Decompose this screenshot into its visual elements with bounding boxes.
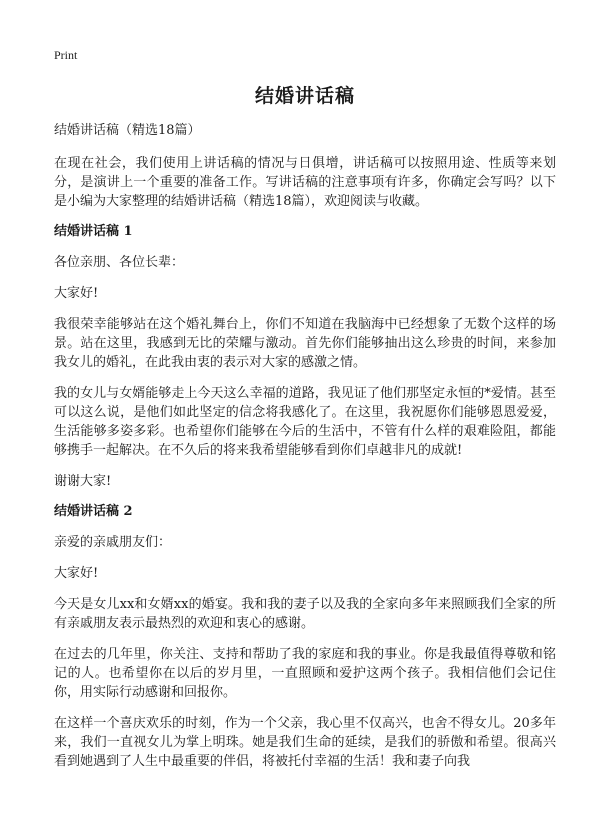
section-2-paragraph: 在这样一个喜庆欢乐的时刻，作为一个父亲，我心里不仅高兴，也舍不得女儿。20多年来，我们一直视女儿为掌上明珠。她是我们生命的延续，是我们的骄傲和希望。很高兴看到她遇到了人生中最重要的伴侣，将被托付幸福的生活！我和妻子向我: [54, 716, 556, 769]
section-2-paragraph: 在过去的几年里，你关注、支持和帮助了我的家庭和我的事业。你是我最值得尊敬和铭记的人。也希望你在以后的岁月里，一直照顾和爱护这两个孩子。我相信他们会记住你，用实际行动感谢和回报你。: [54, 647, 556, 700]
section-1-paragraph: 我很荣幸能够站在这个婚礼舞台上，你们不知道在我脑海中已经想象了无数个这样的场景。站在这里，我感到无比的荣耀与激动。首先你们能够抽出这么珍贵的时间，来参加我女儿的婚礼，在此我由衷的表示对大家的感激之情。: [54, 317, 556, 370]
document-subtitle: 结婚讲话稿（精选18篇）: [54, 123, 201, 138]
section-2-salutation: 亲爱的亲戚朋友们：: [54, 535, 172, 550]
section-1-greeting: 大家好!: [54, 286, 99, 301]
section-heading-1: 结婚讲话稿 1: [54, 224, 133, 239]
section-1-closing: 谢谢大家!: [54, 474, 112, 489]
page-title: 结婚讲话稿: [254, 85, 355, 107]
section-1-paragraph: 我的女儿与女婿能够走上今天这么幸福的道路，我见证了他们那坚定永恒的*爱情。甚至可以这么说，是他们如此坚定的信念将我感化了。在这里，我祝愿你们能够恩恩爱爱，生活能够多姿多彩。也希望你们能够在今后的生活中，不管有什么样的艰难险阻，都能够携手一起解决。在不久后的将来我希望能够看到你们卓越非凡的成就!: [54, 386, 556, 458]
section-2-paragraph: 今天是女儿xx和女婿xx的婚宴。我和我的妻子以及我的全家向多年来照顾我们全家的所有亲戚朋友表示最热烈的欢迎和衷心的感谢。: [54, 597, 556, 631]
section-2-greeting: 大家好!: [54, 566, 99, 581]
section-1-salutation: 各位亲朋、各位长辈：: [54, 255, 185, 270]
intro-paragraph: 在现在社会，我们使用上讲话稿的情况与日俱增，讲话稿可以按照用途、性质等来划分，是演讲上一个重要的准备工作。写讲话稿的注意事项有许多，你确定会写吗？以下是小编为大家整理的结婚讲话稿（精选18篇），欢迎阅读与收藏。: [54, 156, 556, 209]
section-heading-2: 结婚讲话稿 2: [54, 504, 133, 519]
print-link[interactable]: Print: [54, 48, 78, 62]
